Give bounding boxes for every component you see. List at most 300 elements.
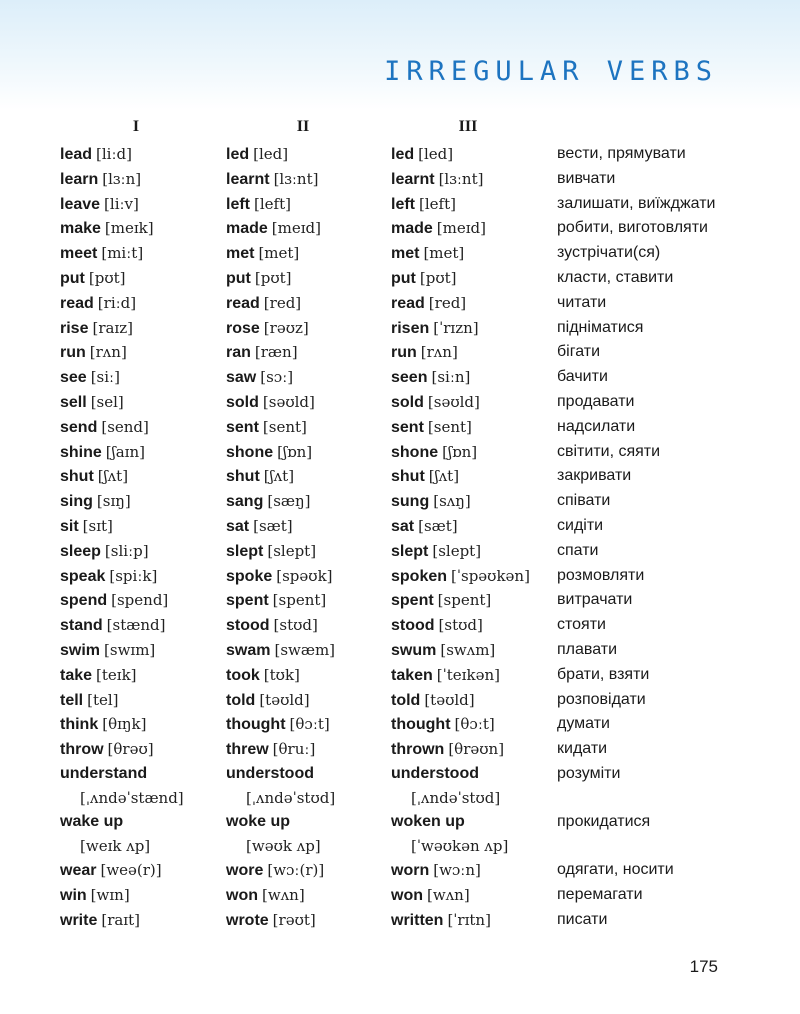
verb-form: took — [226, 666, 260, 684]
verb-cell — [226, 712, 330, 738]
transcription: [ˈrɪtn] — [447, 910, 491, 929]
verb-row — [0, 167, 800, 192]
verb-form: learnt — [391, 170, 435, 188]
verb-form: learnt — [226, 170, 270, 188]
transcription: [ʃɒn] — [442, 442, 478, 461]
verb-form: rise — [60, 319, 89, 337]
verb-form: sent — [391, 418, 424, 436]
verb-row — [0, 241, 800, 266]
verb-cell — [226, 810, 290, 835]
verb-form: send — [60, 418, 98, 436]
verb-cell — [60, 564, 157, 590]
verb-cell — [391, 291, 466, 317]
verb-form: sing — [60, 493, 93, 511]
verb-form: met — [391, 245, 420, 263]
verb-form: threw — [226, 741, 269, 759]
transcription: [ˈrɪzn] — [433, 318, 479, 337]
transcription: [raɪz] — [92, 318, 133, 337]
verb-form: woken up — [391, 812, 465, 830]
verb-cell — [226, 167, 318, 193]
verb-cell — [391, 167, 483, 193]
transcription: [met] — [423, 244, 465, 263]
transcription: [wɔːn] — [433, 860, 481, 879]
verb-form: led — [391, 146, 415, 163]
transcription: [teɪk] — [96, 665, 137, 684]
transcription: [red] — [428, 293, 467, 312]
verb-cell — [226, 489, 311, 515]
verb-cell — [60, 415, 149, 441]
verb-table — [0, 142, 800, 932]
translation: співати — [557, 492, 611, 510]
verb-cell — [60, 663, 137, 689]
verb-cell — [226, 539, 316, 565]
verb-form: left — [226, 195, 250, 213]
verb-cell — [60, 390, 124, 416]
verb-cell — [391, 564, 530, 590]
verb-cell — [226, 737, 315, 763]
verb-form: told — [391, 691, 421, 709]
transcription-line — [411, 786, 500, 812]
transcription: [spent] — [437, 591, 492, 610]
transcription: [spend] — [111, 591, 169, 610]
transcription: [ʃɒn] — [277, 442, 313, 461]
verb-cell — [60, 588, 168, 614]
verb-cell — [226, 291, 301, 317]
transcription: [met] — [258, 244, 300, 263]
verb-form: leave — [60, 195, 101, 213]
verb-row — [0, 192, 800, 217]
transcription: [tʊk] — [263, 665, 300, 684]
verb-cell — [391, 266, 457, 292]
verb-form: wear — [60, 861, 97, 879]
verb-cell — [226, 142, 288, 168]
verb-cell — [391, 216, 486, 242]
transcription: [ʃʌt] — [428, 467, 460, 486]
verb-cell — [226, 390, 315, 416]
verb-form: ran — [226, 344, 251, 362]
verb-row — [0, 588, 800, 613]
verb-row — [0, 762, 800, 810]
verb-cell — [226, 638, 335, 664]
verb-cell — [60, 291, 136, 317]
transcription: [left] — [254, 194, 291, 213]
verb-form: sung — [391, 493, 430, 511]
transcription: [ˈspəʊkən] — [451, 566, 530, 585]
transcription: [θɔːt] — [454, 715, 495, 734]
verb-cell — [391, 440, 477, 466]
verb-form: sleep — [60, 542, 101, 560]
verb-row — [0, 810, 800, 858]
verb-form: understand — [60, 764, 148, 782]
transcription: [sʌŋ] — [433, 492, 471, 511]
verb-cell — [60, 440, 145, 466]
transcription: [weə(r)] — [100, 860, 162, 879]
column-header-base-form: I — [132, 118, 140, 135]
verb-form: sold — [391, 393, 424, 411]
verb-form: thought — [391, 716, 451, 734]
transcription: [sæt] — [418, 516, 458, 535]
verb-cell — [226, 365, 293, 391]
translation: вести, прямувати — [557, 145, 686, 162]
verb-form: stood — [391, 617, 435, 635]
verb-row — [0, 464, 800, 489]
verb-row — [0, 638, 800, 663]
verb-form: thought — [226, 716, 286, 734]
translation: закривати — [557, 467, 632, 485]
verb-form: left — [391, 195, 415, 213]
verb-form: slept — [391, 542, 429, 560]
transcription: [spəʊk] — [276, 566, 333, 585]
transcription: [sent] — [262, 417, 307, 436]
transcription: [sliːp] — [104, 541, 149, 560]
verb-form: sold — [226, 393, 259, 411]
verb-form: throw — [60, 741, 104, 759]
verb-cell — [226, 613, 318, 639]
verb-cell — [226, 762, 314, 787]
verb-row — [0, 390, 800, 415]
header-gradient-band — [0, 0, 800, 110]
translation: спати — [557, 541, 599, 559]
verb-form: spoken — [391, 567, 448, 585]
transcription: [səʊld] — [427, 392, 480, 411]
transcription: [θruː] — [272, 740, 316, 759]
verb-form: take — [60, 666, 93, 684]
verb-row — [0, 514, 800, 539]
verb-cell — [391, 858, 481, 884]
verb-cell — [60, 908, 140, 934]
verb-cell — [391, 638, 495, 664]
verb-row — [0, 142, 800, 167]
verb-form: rose — [226, 319, 260, 337]
transcription: [siːn] — [431, 368, 471, 387]
verb-cell — [226, 883, 305, 909]
verb-form: shut — [60, 468, 94, 486]
transcription: [sɔː] — [260, 368, 294, 387]
verb-cell — [226, 908, 316, 934]
transcription: [sɪt] — [82, 516, 113, 535]
verb-form: wore — [226, 861, 264, 879]
translation: продавати — [557, 392, 635, 410]
verb-form: sell — [60, 393, 87, 411]
transcription: [siː] — [90, 368, 120, 387]
verb-cell — [226, 688, 310, 714]
verb-row — [0, 908, 800, 933]
translation: класти, ставити — [557, 268, 674, 286]
verb-form: sent — [226, 418, 259, 436]
transcription: [sent] — [427, 417, 472, 436]
translation: читати — [557, 293, 607, 311]
verb-cell — [60, 192, 139, 218]
transcription: [rəʊt] — [272, 910, 316, 929]
verb-form: shone — [226, 443, 274, 461]
verb-form: run — [391, 344, 417, 362]
transcription: [riːd] — [97, 293, 137, 312]
verb-cell — [60, 142, 132, 168]
translation: залишати, виїжджати — [557, 194, 716, 212]
verb-row — [0, 613, 800, 638]
verb-cell — [391, 908, 491, 934]
transcription: [meɪd] — [436, 219, 487, 238]
verb-row — [0, 883, 800, 908]
transcription: [pʊt] — [254, 268, 292, 287]
verb-form: sat — [226, 517, 250, 535]
verb-form: slept — [226, 542, 264, 560]
verb-cell — [60, 762, 147, 787]
transcription: [stʊd] — [438, 616, 483, 635]
verb-form: swum — [391, 641, 437, 659]
transcription: [send] — [101, 417, 149, 436]
verb-cell — [391, 539, 481, 565]
translation: розуміти — [557, 764, 621, 782]
verb-cell — [226, 216, 321, 242]
translation: робити, виготовляти — [557, 219, 708, 237]
verb-form: spent — [226, 592, 269, 610]
verb-cell — [226, 514, 293, 540]
verb-row — [0, 266, 800, 291]
verb-form: won — [391, 886, 423, 904]
transcription: [sæŋ] — [267, 492, 311, 511]
verb-cell — [391, 588, 491, 614]
translation: думати — [557, 715, 610, 733]
verb-cell — [226, 588, 326, 614]
translation: писати — [557, 910, 608, 928]
verb-cell — [60, 489, 131, 515]
transcription: [weɪk ʌp] — [80, 836, 151, 855]
verb-cell — [60, 464, 128, 490]
verb-form: spend — [60, 592, 108, 610]
verb-cell — [60, 638, 155, 664]
verb-cell — [391, 762, 479, 787]
verb-cell — [60, 340, 127, 366]
transcription: [stænd] — [106, 616, 166, 635]
page-title: IRREGULAR VERBS — [384, 56, 718, 87]
translation: витрачати — [557, 591, 633, 609]
transcription: [θɪŋk] — [102, 715, 147, 734]
translation: підніматися — [557, 318, 644, 336]
verb-row — [0, 858, 800, 883]
transcription-line — [246, 834, 321, 860]
verb-cell — [226, 266, 292, 292]
verb-form: see — [60, 369, 87, 387]
verb-row — [0, 489, 800, 514]
transcription-line — [80, 786, 184, 812]
transcription: [ʃaɪn] — [105, 442, 145, 461]
transcription: [left] — [419, 194, 456, 213]
verb-form: shut — [226, 468, 260, 486]
verb-form: read — [60, 294, 94, 312]
verb-form: risen — [391, 319, 430, 337]
transcription: [təʊld] — [259, 690, 310, 709]
verb-form: wrote — [226, 911, 269, 929]
transcription: [wɪn] — [90, 885, 130, 904]
verb-cell — [391, 316, 479, 342]
transcription: [səʊld] — [262, 392, 315, 411]
verb-cell — [226, 415, 307, 441]
transcription: [led] — [418, 145, 454, 163]
transcription: [ʃʌt] — [263, 467, 295, 486]
transcription: [θɔːt] — [289, 715, 330, 734]
verb-cell — [391, 340, 458, 366]
translation: розповідати — [557, 690, 646, 708]
verb-cell — [60, 514, 113, 540]
verb-cell — [226, 241, 299, 267]
page-number: 175 — [689, 957, 718, 976]
verb-cell — [226, 858, 324, 884]
verb-cell — [391, 464, 459, 490]
verb-form: woke up — [226, 812, 291, 830]
verb-cell — [391, 663, 500, 689]
verb-form: read — [391, 294, 425, 312]
verb-row — [0, 564, 800, 589]
transcription: [ˈwəʊkən ʌp] — [411, 836, 509, 855]
verb-row — [0, 316, 800, 341]
verb-form: swam — [226, 641, 271, 659]
verb-cell — [391, 415, 472, 441]
verb-cell — [60, 737, 154, 763]
verb-cell — [226, 316, 309, 342]
verb-cell — [60, 688, 119, 714]
verb-form: tell — [60, 691, 84, 709]
transcription: [ʃʌt] — [97, 467, 129, 486]
transcription-line — [80, 834, 150, 860]
verb-cell — [60, 216, 154, 242]
verb-cell — [226, 564, 333, 590]
transcription: [meɪd] — [271, 219, 322, 238]
column-header-past-participle: III — [458, 118, 478, 135]
transcription: [lɜːnt] — [438, 169, 484, 188]
verb-cell — [391, 514, 458, 540]
verb-form: thrown — [391, 741, 445, 759]
verb-form: meet — [60, 245, 98, 263]
transcription: [pʊt] — [419, 268, 457, 287]
verb-form: spoke — [226, 567, 273, 585]
verb-cell — [391, 489, 471, 515]
verb-form: run — [60, 344, 86, 362]
translation: брати, взяти — [557, 665, 650, 683]
verb-row — [0, 539, 800, 564]
transcription: [slept] — [432, 541, 482, 560]
verb-cell — [226, 340, 298, 366]
verb-cell — [60, 810, 123, 835]
transcription: [tel] — [87, 690, 119, 709]
verb-row — [0, 440, 800, 465]
verb-row — [0, 688, 800, 713]
verb-cell — [391, 613, 483, 639]
verb-form: learn — [60, 170, 99, 188]
transcription: [pʊt] — [88, 268, 126, 287]
verb-cell — [226, 440, 312, 466]
transcription: [ˌʌndəˈstʊd] — [246, 788, 336, 807]
verb-row — [0, 340, 800, 365]
verb-form: stood — [226, 617, 270, 635]
verb-form: lead — [60, 146, 93, 163]
verb-cell — [226, 192, 291, 218]
verb-cell — [391, 688, 475, 714]
transcription-line — [246, 786, 335, 812]
transcription: [swɪm] — [104, 640, 156, 659]
verb-form: put — [391, 269, 416, 287]
verb-cell — [60, 167, 141, 193]
verb-cell — [391, 142, 453, 168]
verb-form: made — [391, 220, 433, 238]
translation: світити, сяяти — [557, 442, 661, 460]
verb-cell — [60, 316, 133, 342]
verb-form: taken — [391, 666, 433, 684]
verb-form: met — [226, 245, 255, 263]
verb-row — [0, 663, 800, 688]
verb-cell — [391, 241, 464, 267]
transcription: [stʊd] — [273, 616, 318, 635]
transcription: [miːt] — [101, 244, 144, 263]
transcription: [rʌn] — [420, 343, 458, 362]
verb-cell — [60, 858, 162, 884]
verb-form: told — [226, 691, 256, 709]
transcription: [spiːk] — [109, 566, 158, 585]
verb-cell — [60, 712, 147, 738]
verb-cell — [60, 241, 143, 267]
verb-form: spent — [391, 592, 434, 610]
verb-form: written — [391, 911, 444, 929]
transcription: [təʊld] — [424, 690, 475, 709]
verb-row — [0, 712, 800, 737]
verb-cell — [391, 883, 470, 909]
translation: розмовляти — [557, 566, 645, 584]
verb-form: sat — [391, 517, 415, 535]
transcription: [swæm] — [274, 640, 336, 659]
transcription: [wəʊk ʌp] — [246, 836, 321, 855]
verb-cell — [391, 192, 456, 218]
transcription: [θrəʊn] — [448, 740, 505, 759]
translation: вивчати — [557, 169, 616, 187]
translation: надсилати — [557, 417, 636, 435]
transcription: [sɪŋ] — [96, 492, 131, 511]
transcription: [liːv] — [104, 194, 139, 213]
translation: кидати — [557, 740, 608, 758]
transcription: [sæt] — [253, 516, 293, 535]
transcription: [lɜːn] — [102, 169, 142, 188]
transcription: [slept] — [267, 541, 317, 560]
verb-row — [0, 216, 800, 241]
verb-form: make — [60, 220, 101, 238]
translation: бачити — [557, 368, 608, 386]
column-header-past-simple: II — [296, 118, 310, 135]
verb-row — [0, 737, 800, 762]
verb-form: worn — [391, 861, 430, 879]
transcription: [raɪt] — [101, 910, 140, 929]
translation: прокидатися — [557, 812, 651, 830]
verb-form: put — [226, 269, 251, 287]
transcription: [ˌʌndəˈstʊd] — [411, 788, 501, 807]
verb-form: saw — [226, 369, 257, 387]
transcription: [ˌʌndəˈstænd] — [80, 788, 184, 807]
verb-form: understood — [226, 764, 314, 782]
transcription: [wɔː(r)] — [267, 860, 325, 879]
verb-form: stand — [60, 617, 103, 635]
translation: сидіти — [557, 516, 604, 534]
transcription-line — [411, 834, 508, 860]
verb-form: think — [60, 716, 99, 734]
transcription: [ˈteɪkən] — [436, 665, 500, 684]
verb-form: shine — [60, 443, 102, 461]
transcription: [lɜːnt] — [273, 169, 319, 188]
verb-form: win — [60, 886, 87, 904]
transcription: [wʌn] — [262, 885, 305, 904]
transcription: [led] — [253, 145, 289, 163]
translation: перемагати — [557, 885, 643, 903]
verb-cell — [226, 464, 294, 490]
verb-form: speak — [60, 567, 106, 585]
verb-form: swim — [60, 641, 101, 659]
